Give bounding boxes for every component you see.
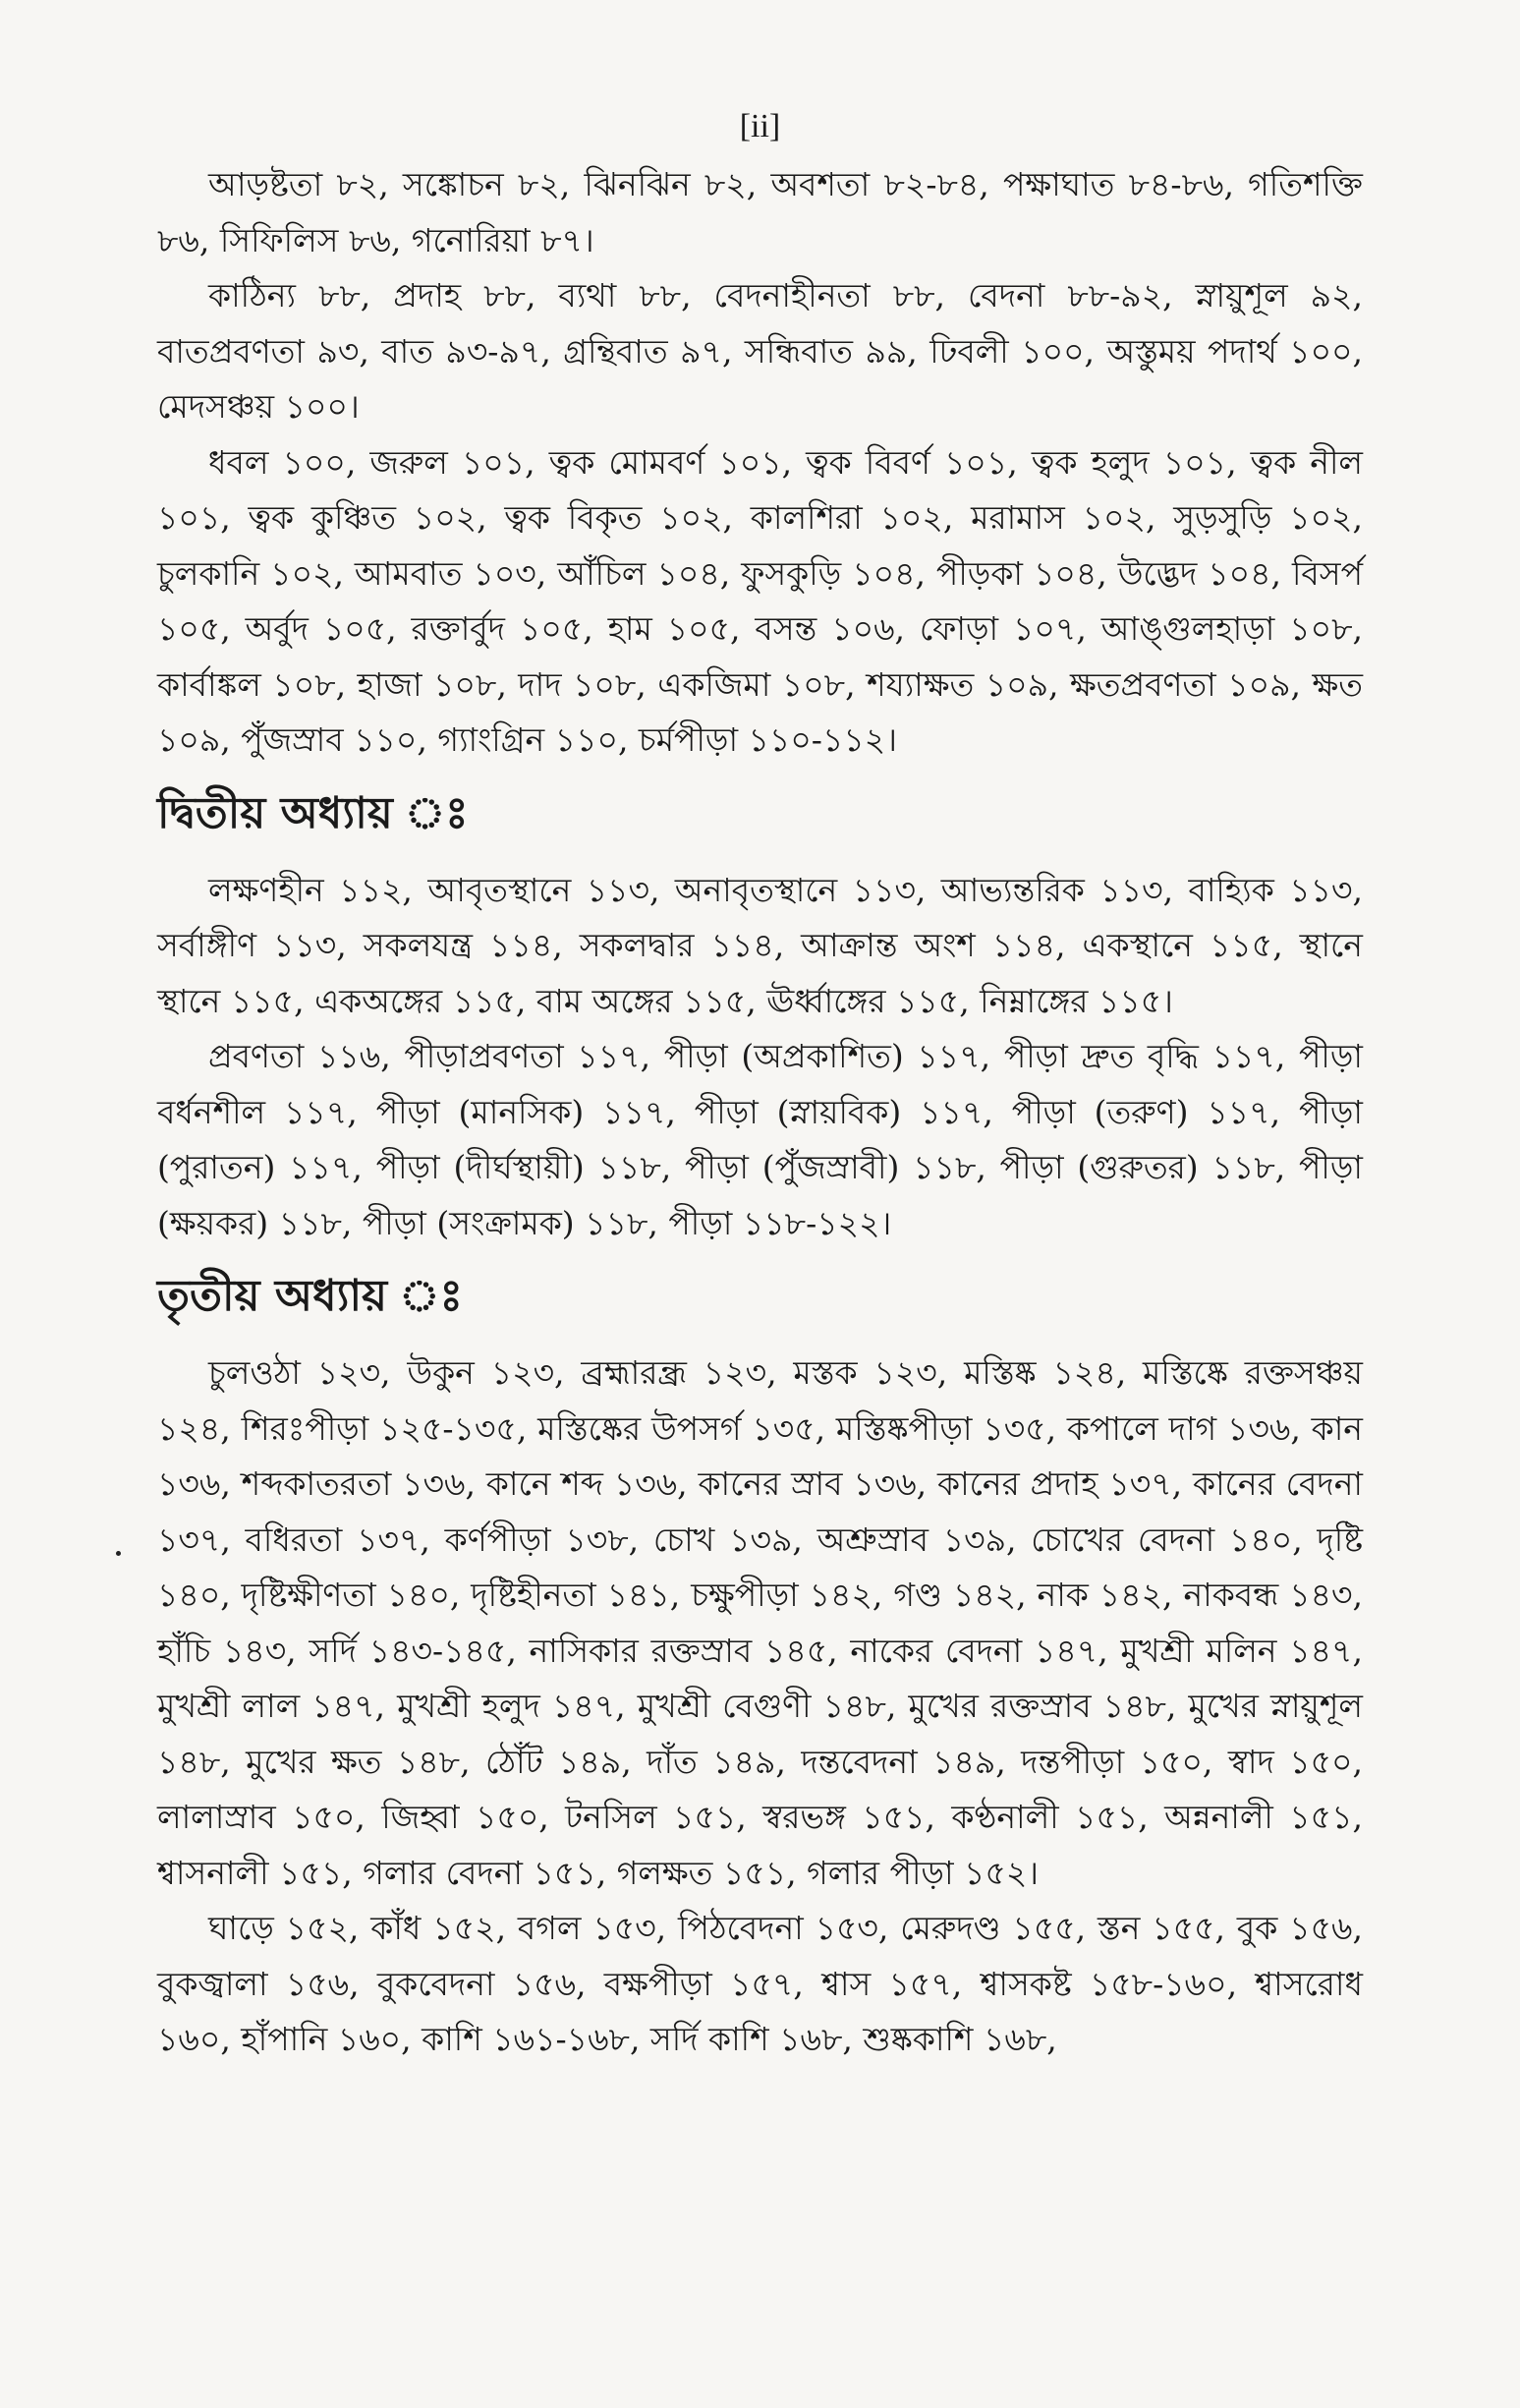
- chapter-heading-3: তৃতীয় অধ্যায় ঃ: [157, 1271, 463, 1321]
- index-paragraph: ধবল ১০০, জরুল ১০১, ত্বক মোমবর্ণ ১০১, ত্বক বিবর্ণ ১০১, ত্বক হলুদ ১০১, ত্বক নীল ১০১, ত্বক কুঞ্চিত ১০২, ত্বক বিকৃত ১০২, কালশিরা ১০২, মরামাস ১০২, সুড়সুড়ি ১০২, চুলকানি ১০২, আমবাত ১০৩, আঁচিল ১০৪, ফুসকুড়ি ১০৪, পীড়কা ১০৪, উদ্ভেদ ১০৪, বিসর্প ১০৫, অর্বুদ ১০৫, রক্তার্বুদ ১০৫, হাম ১০৫, বসন্ত ১০৬, ফোড়া ১০৭, আঙ্গুলহাড়া ১০৮, কার্বাঙ্কল ১০৮, হাজা ১০৮, দাদ ১০৮, একজিমা ১০৮, শয্যাক্ষত ১০৯, ক্ষতপ্রবণতা ১০৯, ক্ষত ১০৯, পুঁজস্রাব ১১০, গ্যাংগ্রিন ১১০, চর্মপীড়া ১১০-১১২।: [157, 442, 1363, 759]
- stray-ink-dot: [116, 1551, 121, 1556]
- index-paragraph: আড়ষ্টতা ৮২, সঙ্কোচন ৮২, ঝিনঝিন ৮২, অবশতা ৮২-৮৪, পক্ষাঘাত ৮৪-৮৬, গতিশক্তি ৮৬, সিফিলিস ৮৬, গনোরিয়া ৮৭।: [157, 165, 1363, 259]
- index-paragraph: চুলওঠা ১২৩, উকুন ১২৩, ব্রহ্মারন্ধ্র ১২৩, মস্তক ১২৩, মস্তিষ্ক ১২৪, মস্তিষ্কে রক্তসঞ্চয় ১২৪, শিরঃপীড়া ১২৫-১৩৫, মস্তিষ্কের উপসর্গ ১৩৫, মস্তিষ্কপীড়া ১৩৫, কপালে দাগ ১৩৬, কান ১৩৬, শব্দকাতরতা ১৩৬, কানে শব্দ ১৩৬, কানের স্রাব ১৩৬, কানের প্রদাহ ১৩৭, কানের বেদনা ১৩৭, বধিরতা ১৩৭, কর্ণপীড়া ১৩৮, চোখ ১৩৯, অশ্রুস্রাব ১৩৯, চোখের বেদনা ১৪০, দৃষ্টি ১৪০, দৃষ্টিক্ষীণতা ১৪০, দৃষ্টিহীনতা ১৪১, চক্ষুপীড়া ১৪২, গণ্ড ১৪২, নাক ১৪২, নাকবন্ধ ১৪৩, হাঁচি ১৪৩, সর্দি ১৪৩-১৪৫, নাসিকার রক্তস্রাব ১৪৫, নাকের বেদনা ১৪৭, মুখশ্রী মলিন ১৪৭, মুখশ্রী লাল ১৪৭, মুখশ্রী হলুদ ১৪৭, মুখশ্রী বেগুণী ১৪৮, মুখের রক্তস্রাব ১৪৮, মুখের স্নায়ুশূল ১৪৮, মুখের ক্ষত ১৪৮, ঠোঁট ১৪৯, দাঁত ১৪৯, দন্তবেদনা ১৪৯, দন্তপীড়া ১৫০, স্বাদ ১৫০, লালাস্রাব ১৫০, জিহ্বা ১৫০, টনসিল ১৫১, স্বরভঙ্গ ১৫১, কণ্ঠনালী ১৫১, অন্ননালী ১৫১, শ্বাসনালী ১৫১, গলার বেদনা ১৫১, গলক্ষত ১৫১, গলার পীড়া ১৫২।: [157, 1353, 1363, 1892]
- index-paragraph: প্রবণতা ১১৬, পীড়াপ্রবণতা ১১৭, পীড়া (অপ্রকাশিত) ১১৭, পীড়া দ্রুত বৃদ্ধি ১১৭, পীড়া বর্ধনশীল ১১৭, পীড়া (মানসিক) ১১৭, পীড়া (স্নায়বিক) ১১৭, পীড়া (তরুণ) ১১৭, পীড়া (পুরাতন) ১১৭, পীড়া (দীর্ঘস্থায়ী) ১১৮, পীড়া (পুঁজস্রাবী) ১১৮, পীড়া (গুরুতর) ১১৮, পীড়া (ক্ষয়কর) ১১৮, পীড়া (সংক্রামক) ১১৮, পীড়া ১১৮-১২২।: [157, 1037, 1363, 1242]
- page-number: [ii]: [739, 108, 781, 144]
- chapter-heading-2: দ্বিতীয় অধ্যায় ঃ: [157, 787, 469, 838]
- index-paragraph: ঘাড়ে ১৫২, কাঁধ ১৫২, বগল ১৫৩, পিঠবেদনা ১৫৩, মেরুদণ্ড ১৫৫, স্তন ১৫৫, বুক ১৫৬, বুকজ্বালা ১৫৬, বুকবেদনা ১৫৬, বক্ষপীড়া ১৫৭, শ্বাস ১৫৭, শ্বাসকষ্ট ১৫৮-১৬০, শ্বাসরোধ ১৬০, হাঁপানি ১৬০, কাশি ১৬১-১৬৮, সর্দি কাশি ১৬৮, শুষ্ককাশি ১৬৮,: [157, 1909, 1363, 2058]
- index-paragraph: লক্ষণহীন ১১২, আবৃতস্থানে ১১৩, অনাবৃতস্থানে ১১৩, আভ্যন্তরিক ১১৩, বাহ্যিক ১১৩, সর্বাঙ্গীণ ১১৩, সকলযন্ত্র ১১৪, সকলদ্বার ১১৪, আক্রান্ত অংশ ১১৪, একস্থানে ১১৫, স্থানে স্থানে ১১৫, একঅঙ্গের ১১৫, বাম অঙ্গের ১১৫, ঊর্ধ্বাঙ্গের ১১৫, নিম্নাঙ্গের ১১৫।: [157, 870, 1363, 1020]
- index-paragraph: কাঠিন্য ৮৮, প্রদাহ ৮৮, ব্যথা ৮৮, বেদনাহীনতা ৮৮, বেদনা ৮৮-৯২, স্নায়ুশূল ৯২, বাতপ্রবণতা ৯৩, বাত ৯৩-৯৭, গ্রন্থিবাত ৯৭, সন্ধিবাত ৯৯, ঢিবলী ১০০, অস্তুময় পদার্থ ১০০, মেদসঞ্চয় ১০০।: [157, 276, 1363, 426]
